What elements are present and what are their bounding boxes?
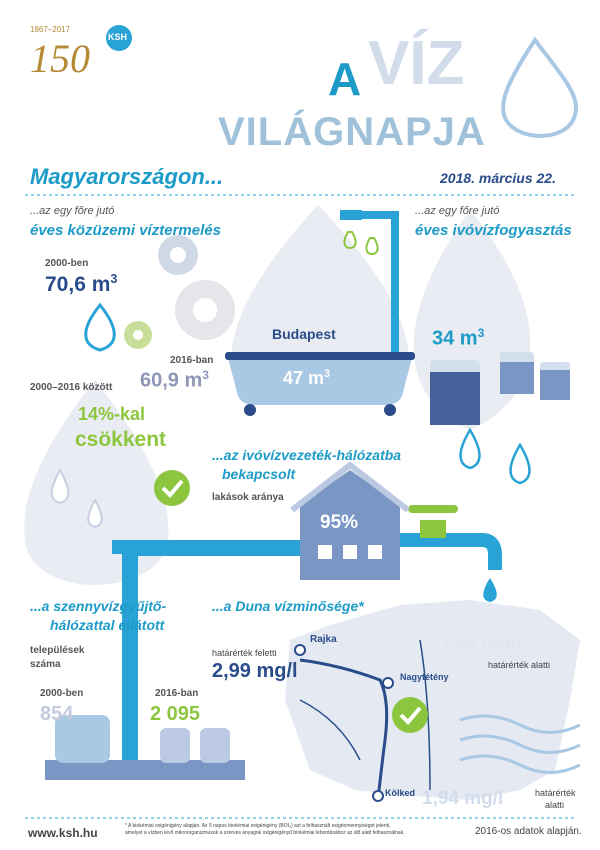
- sewer-2016-value: 2 095: [150, 703, 201, 725]
- production-2016-value: 60,9 $m^3$: [140, 368, 209, 392]
- title-a: A: [328, 53, 362, 105]
- rajka-label: Rajka: [310, 634, 337, 645]
- sewer-sub-1: települések: [30, 645, 85, 656]
- bath-city: Budapest: [272, 326, 336, 342]
- water-drop-small: [86, 305, 115, 350]
- production-2000-value: 70,6 $m^3$: [45, 272, 118, 296]
- nagyteteny-value: 1,58 mg/l: [440, 633, 522, 654]
- date: 2018. március 22.: [440, 170, 556, 186]
- network-title-1: ...az ivóvízvezeték-hálózatba: [212, 447, 402, 463]
- network-pct: 95%: [320, 512, 359, 533]
- footer-note-1: * A biokémiai oxigénigény alapján. Az 5 napos biokémiai oxigénigény (BOI₅) azt a felhasznált oxigénmennyiséget jelenti,: [125, 823, 391, 829]
- consumption-intro: ...az egy főre jutó: [415, 205, 500, 217]
- production-decrease: csökkent: [75, 428, 167, 451]
- production-period: 2000–2016 között: [30, 382, 113, 393]
- production-2000-label: 2000-ben: [45, 258, 89, 269]
- footer-url[interactable]: www.ksh.hu: [28, 826, 98, 840]
- check-icon: [154, 470, 190, 506]
- kolked-below-label-2: alatti: [545, 800, 565, 810]
- sewer-title-1: ...a szennyvízgyűjtő-: [30, 598, 167, 614]
- water-drop-icon: [366, 238, 377, 254]
- production-pct: 14%-kal: [78, 404, 146, 424]
- country-heading: Magyarországon...: [30, 164, 224, 189]
- title-vilagnapja: VILÁGNAPJA: [218, 110, 486, 154]
- nagyteteny-below-label: határérték alatti: [488, 660, 551, 670]
- sewer-sub-2: száma: [30, 659, 61, 670]
- danube-title: ...a Duna vízminősége*: [212, 598, 364, 614]
- sewer-title-2: hálózattal ellátott: [50, 617, 165, 633]
- logo-years: 1867–2017: [30, 25, 71, 34]
- consumption-title: éves ivóvízfogyasztás: [415, 222, 572, 239]
- bath-value: 47 $m^3$: [283, 368, 331, 388]
- network-title-2: bekapcsolt: [222, 466, 296, 482]
- production-title: éves közüzemi víztermelés: [30, 222, 221, 239]
- location-pin: [295, 645, 305, 655]
- sewer-2000-label: 2000-ben: [40, 688, 84, 699]
- logo-agency: KSH: [108, 32, 128, 42]
- rajka-above-label: határérték feletti: [212, 648, 277, 658]
- footer-basis: 2016-os adatok alapján.: [475, 826, 582, 837]
- rajka-value: 2,99 mg/l: [212, 660, 298, 682]
- kolked-value: 1,94 mg/l: [422, 788, 504, 809]
- sewer-2000-value: 854: [40, 703, 74, 725]
- title-viz: VÍZ: [368, 29, 465, 98]
- water-drop-outline-icon: [503, 40, 576, 136]
- nagyteteny-label: Nagytétény: [400, 672, 449, 682]
- location-pin: [383, 678, 393, 688]
- location-pin: [373, 791, 383, 801]
- network-sub: lakások aránya: [212, 492, 284, 503]
- logo-number: 150: [30, 36, 90, 81]
- sewer-2016-label: 2016-ban: [155, 688, 199, 699]
- production-intro: ...az egy főre jutó: [30, 205, 115, 217]
- production-2016-label: 2016-ban: [170, 355, 214, 366]
- check-icon: [392, 697, 428, 733]
- kolked-label: Kölked: [385, 788, 416, 798]
- water-pipe: [395, 540, 495, 570]
- water-drop-icon: [483, 578, 497, 602]
- consumption-value: 34 $m^3$: [432, 326, 485, 350]
- kolked-below-label-1: határérték: [535, 788, 576, 798]
- footer-note-2: amelyet a vízben lévő mikroorganizmusok a szerves anyagok oxigénigényű biokémiai lebontásához az idő alatt felhasználnak.: [125, 830, 405, 836]
